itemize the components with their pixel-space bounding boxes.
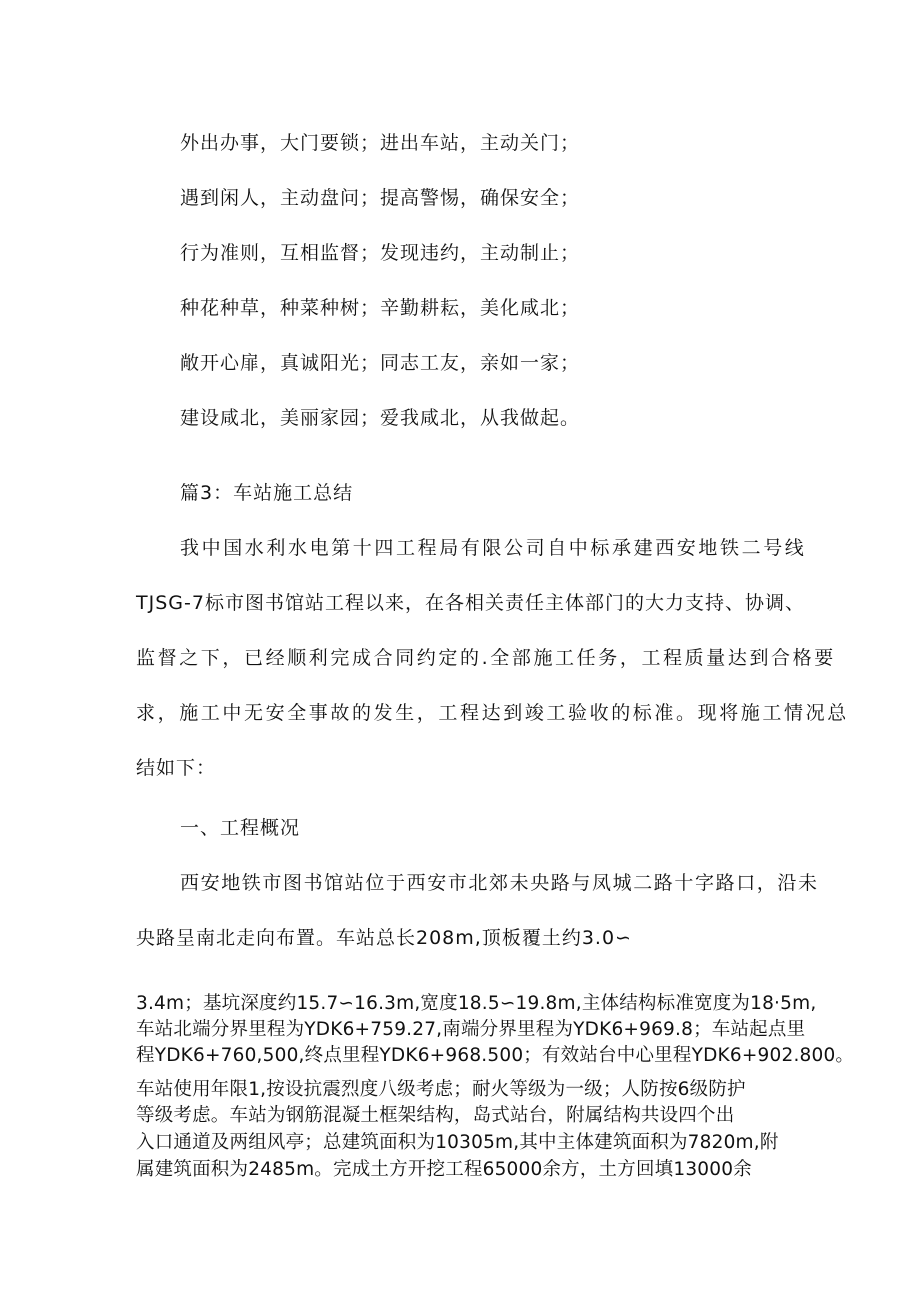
- detail-line: 等级考虑。车站为钢筋混凝土框架结构，岛式站台，附属结构共设四个出: [136, 1105, 735, 1126]
- overview-line: 西安地铁市图书馆站位于西安市北郊未央路与凤城二路十字路口，沿未: [180, 872, 819, 894]
- detail-line: 程YDK6+760,500,终点里程YDK6+968.500；有效站台中心里程YDK6+902.800。: [136, 1045, 855, 1066]
- section-title: 篇3：车站施工总结: [180, 482, 354, 504]
- poem-line: 行为准则，互相监督；发现违约，主动制止；: [180, 242, 581, 264]
- overview-heading: 一、工程概况: [180, 817, 301, 839]
- poem-line: 外出办事，大门要锁；进出车站，主动关门；: [180, 132, 581, 154]
- detail-line: 入口通道及两组风亭；总建筑面积为10305m,其中主体建筑面积为7820m,附: [136, 1132, 779, 1153]
- overview-line: 央路呈南北走向布置。车站总长208m,顶板覆土约3.0∽: [136, 927, 632, 949]
- poem-line: 建设咸北，美丽家园；爱我咸北，从我做起。: [180, 407, 581, 429]
- detail-line: 车站北端分界里程为YDK6+759.27,南端分界里程为YDK6+969.8；车站起点里: [136, 1019, 806, 1040]
- intro-line: TJSG-7标市图书馆站工程以来，在各相关责任主体部门的大力支持、协调、: [136, 592, 805, 614]
- poem-line: 种花种草，种菜种树；辛勤耕耘，美化咸北；: [180, 297, 581, 319]
- intro-line: 我中国水利水电第十四工程局有限公司自中标承建西安地铁二号线: [180, 537, 807, 559]
- detail-line: 车站使用年限1,按设抗震烈度八级考虑；耐火等级为一级；人防按6级防护: [136, 1079, 746, 1100]
- poem-line: 敞开心扉，真诚阳光；同志工友，亲如一家；: [180, 352, 581, 374]
- intro-line: 求，施工中无安全事故的发生，工程达到竣工验收的标准。现将施工情况总: [136, 702, 849, 724]
- intro-line: 监督之下，已经顺利完成合同约定的.全部施工任务，工程质量达到合格要: [136, 647, 836, 669]
- intro-line: 结如下：: [136, 757, 217, 779]
- poem-line: 遇到闲人，主动盘问；提高警惕，确保安全；: [180, 187, 581, 209]
- detail-line: 属建筑面积为2485m。完成土方开挖工程65000余方，土方回填13000余: [136, 1159, 752, 1180]
- detail-line: 3.4m；基坑深度约15.7∽16.3m,宽度18.5∽19.8m,主体结构标准宽度为18·5m,: [136, 993, 817, 1014]
